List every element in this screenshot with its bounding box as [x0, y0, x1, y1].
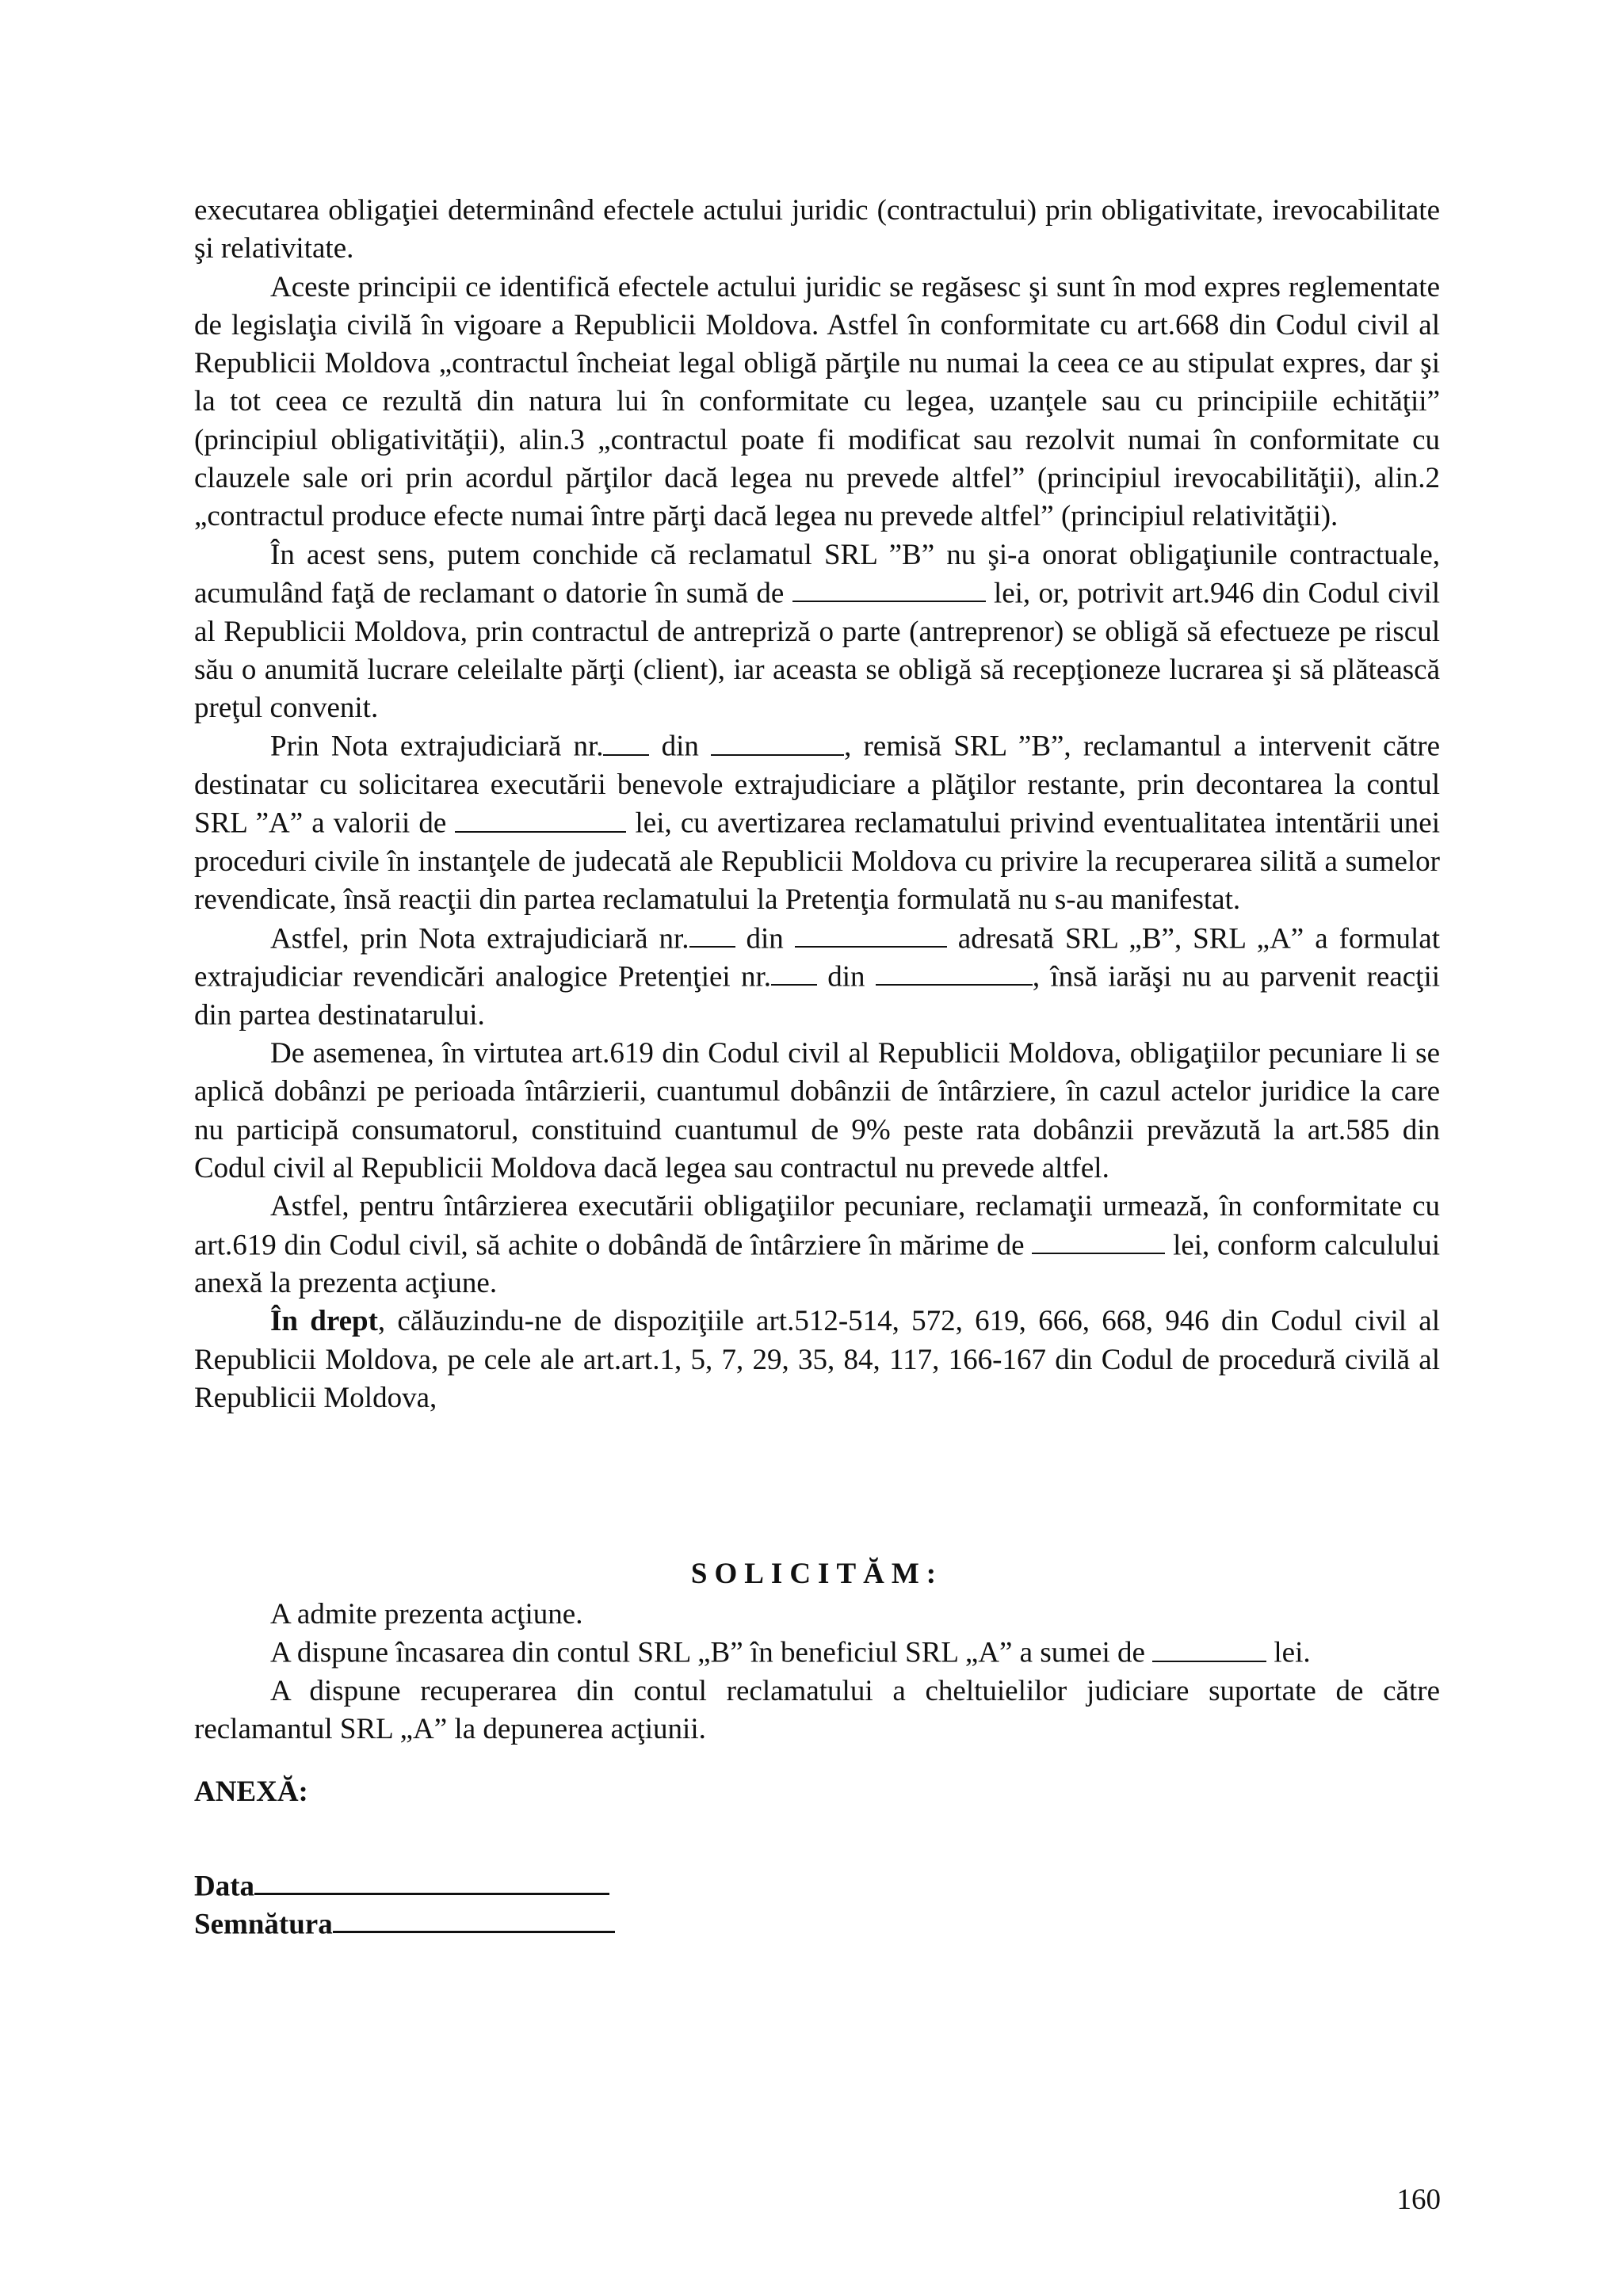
request-item-2: A dispune încasarea din contul SRL „B” în beneficiul SRL „A” a sumei de lei. [194, 1634, 1440, 1672]
paragraph-5: Astfel, prin Nota extrajudiciară nr. din adresată SRL „B”, SRL „A” a formulat extrajudiciar revendicări analogice Pretenţiei nr. din , însă iarăşi nu au parvenit reacţii din partea destinatarului. [194, 920, 1440, 1035]
signature-line [194, 1905, 615, 1941]
request-title: SOLICITĂM: [690, 1558, 944, 1590]
date-label: Data [194, 1870, 255, 1903]
date-blank [795, 920, 947, 948]
in-drept-label: În drept [270, 1305, 378, 1338]
date-line [194, 1867, 609, 1903]
paragraph-6: De asemenea, în virtutea art.619 din Codul civil al Republicii Moldova, obligaţiilor pecuniare li se aplică dobânzi pe perioada întârzierii, cuantumul dobânzii de întârziere, în cazul actelor juridice la care nu participă consumatorul, constituind cuantumul de 9% peste rata dobânzii prevăzută la art.585 din Codul civil al Republicii Moldova dacă legea sau contractul nu prevede altfel. [194, 1037, 1440, 1184]
signature-label: Semnătura [194, 1908, 333, 1941]
signature-field-line [333, 1905, 615, 1933]
request-item-3: A dispune recuperarea din contul reclamatului a cheltuielilor judiciare suportate de către reclamantul SRL „A” la depunerea acţiunii. [194, 1674, 1440, 1746]
amount-blank [1032, 1226, 1165, 1254]
number-blank [771, 958, 817, 986]
paragraph-1: executarea obligaţiei determinând efectele actului juridic (contractului) prin obligativitate, irevocabilitate şi relativitate. [194, 194, 1440, 265]
paragraph-3: În acest sens, putem conchide că reclamatul SRL ”B” nu şi-a onorat obligaţiunile contractuale, acumulând faţă de reclamant o datorie în sumă de lei, or, potrivit art.946 din Codul civil al Republicii Moldova, prin contractul de antrepriză o parte (antreprenor) se obligă să efectueze pe riscul său o anumită lucrare celeilalte părţi (client), iar aceasta se obligă să recepţioneze lucrarea şi să plătească preţul convenit. [194, 538, 1441, 725]
amount-blank [455, 804, 626, 832]
paragraph-2: Aceste principii ce identifică efectele actului juridic se regăsesc şi sunt în mod expres reglementate de legislaţia civilă în vigoare a Republicii Moldova. Astfel în conformitate cu art.668 din Codul civil al Republicii Moldova „contractul încheiat legal obligă părţile nu numai la ceea ce au stipulat expres, dar şi la tot ceea ce rezultă din natura lui în conformitate cu legea, uzanţele sau cu principiile echităţii” (principiul obligativităţii), alin.3 „contractul poate fi modificat sau rezolvit numai în conformitate cu clauzele sale ori prin acordul părţilor dacă legea nu prevede altfel” (principiul irevocabilităţii), alin.2 „contractul produce efecte numai între părţi dacă legea nu prevede altfel” (principiul relativităţii). [194, 270, 1440, 533]
body-text [194, 192, 1440, 1417]
date-blank [711, 727, 844, 755]
request-item-1: A admite prezenta acţiune. [270, 1598, 583, 1630]
request-list [194, 1596, 1440, 1749]
paragraph-4: Prin Nota extrajudiciară nr. din , remisă SRL ”B”, reclamantul a intervenit către destinatar cu solicitarea executării benevole extrajudiciare a plăţilor restante, prin decontarea la contul SRL ”A” a valorii de lei, cu avertizarea reclamatului privind eventualitatea intentării unei proceduri civile în instanţele de judecată ale Republicii Moldova cu privire la recuperarea silită a sumelor revendicate, însă reacţii din partea reclamatului la Pretenţia formulată nu s-au manifestat. [194, 727, 1440, 919]
date-field-line [254, 1867, 609, 1895]
paragraph-8: În drept, călăuzindu-ne de dispoziţiile art.512-514, 572, 619, 666, 668, 946 din Codul civil al Republicii Moldova, pe cele ale art.art.1, 5, 7, 29, 35, 84, 117, 166-167 din Codul de procedură civilă al Republicii Moldova, [194, 1305, 1440, 1414]
number-blank [689, 920, 735, 948]
paragraph-7: Astfel, pentru întârzierea executării obligaţiilor pecuniare, reclamaţii urmează, în conformitate cu art.619 din Codul civil, să achite o dobândă de întârziere în mărime de lei, conform calculului anexă la prezenta acţiune. [194, 1190, 1441, 1300]
annex-label: ANEXĂ: [194, 1775, 308, 1808]
amount-blank [792, 574, 986, 602]
date-blank [876, 958, 1033, 986]
page-number: 160 [1396, 2183, 1441, 2216]
number-blank [603, 727, 649, 755]
amount-blank [1152, 1634, 1266, 1661]
